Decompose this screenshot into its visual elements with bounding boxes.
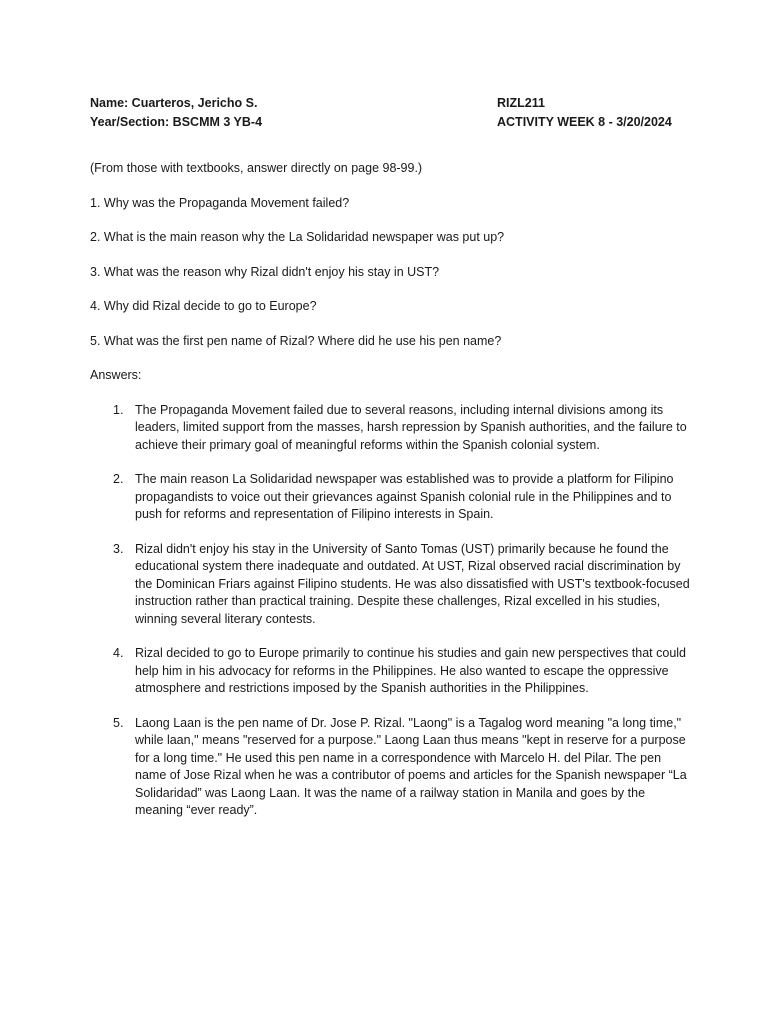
document-body — [90, 160, 690, 837]
year-section: Year/Section: BSCMM 3 YB-4 — [90, 115, 263, 129]
answer-text: Rizal decided to go to Europe primarily to continue his studies and gain new perspectives that could help him in his advocacy for reforms in the Philippines. He also wanted to escape the oppressive atmosphere and restrictions imposed by the Spanish authorities in the Philippines. — [135, 646, 687, 695]
answer-item — [90, 471, 690, 524]
answer-text: Laong Laan is the pen name of Dr. Jose P. Rizal. "Laong" is a Tagalog word meaning "a long time," while laan," means "reserved for a purpose." Laong Laan thus means "kept in reserve for a purpose for a long time." He used this pen name in a correspondence with Marcelo H. del Pilar. The pen name of Jose Rizal when he was a contributor of poems and articles for the Spanish newspaper “La Solidaridad” was Laong Laan. It was the name of a railway station in Manila and goes by the meaning “ever ready”. — [135, 715, 687, 817]
answer-text: Rizal didn't enjoy his stay in the University of Santo Tomas (UST) primarily because he found the educational system there inadequate and outdated. At UST, Rizal observed racial discrimination by the Dominican Friars against Filipino students. He was also dissatisfied with UST's textbook-focused instruction rather than practical training. Despite these challenges, Rizal excelled in his studies, winning several literary contests. — [135, 541, 690, 626]
instructions: (From those with textbooks, answer directly on page 98-99.) — [90, 161, 423, 175]
answer-number: 5. — [113, 715, 124, 730]
question-4: 4. Why did Rizal decide to go to Europe? — [90, 299, 317, 313]
activity-title: ACTIVITY WEEK 8 - 3/20/2024 — [497, 115, 672, 129]
answer-number: 1. — [113, 402, 124, 417]
answers-heading: Answers: — [90, 368, 142, 382]
answer-number: 4. — [113, 646, 124, 660]
question-3: 3. What was the reason why Rizal didn't enjoy his stay in UST? — [90, 264, 440, 279]
question-1: 1. Why was the Propaganda Movement failed? — [90, 195, 350, 210]
question-2: 2. What is the main reason why the La Solidaridad newspaper was put up? — [90, 230, 505, 244]
answer-number: 3. — [113, 541, 124, 556]
answer-item — [90, 715, 690, 820]
student-name: Name: Cuarteros, Jericho S. — [90, 96, 258, 110]
answer-item — [90, 402, 690, 455]
answer-number: 2. — [113, 472, 124, 486]
answers-list — [90, 402, 690, 820]
answer-item — [90, 541, 690, 629]
course-code: RIZL211 — [497, 96, 545, 110]
student-info — [90, 94, 262, 132]
course-info — [497, 94, 672, 132]
answer-text: The main reason La Solidaridad newspaper was established was to provide a platform for Filipino propagandists to voice out their grievances against Spanish colonial rule in the Philippines and to push for reforms and representation of Filipino interests in Spain. — [135, 472, 674, 521]
answer-text: The Propaganda Movement failed due to several reasons, including internal divisions among its leaders, limited support from the masses, harsh repression by Spanish authorities, and the failure to achieve their primary goal of meaningful reforms within the Spanish colonial system. — [135, 402, 687, 452]
question-5: 5. What was the first pen name of Rizal? Where did he use his pen name? — [90, 333, 502, 348]
answer-item — [90, 645, 690, 698]
